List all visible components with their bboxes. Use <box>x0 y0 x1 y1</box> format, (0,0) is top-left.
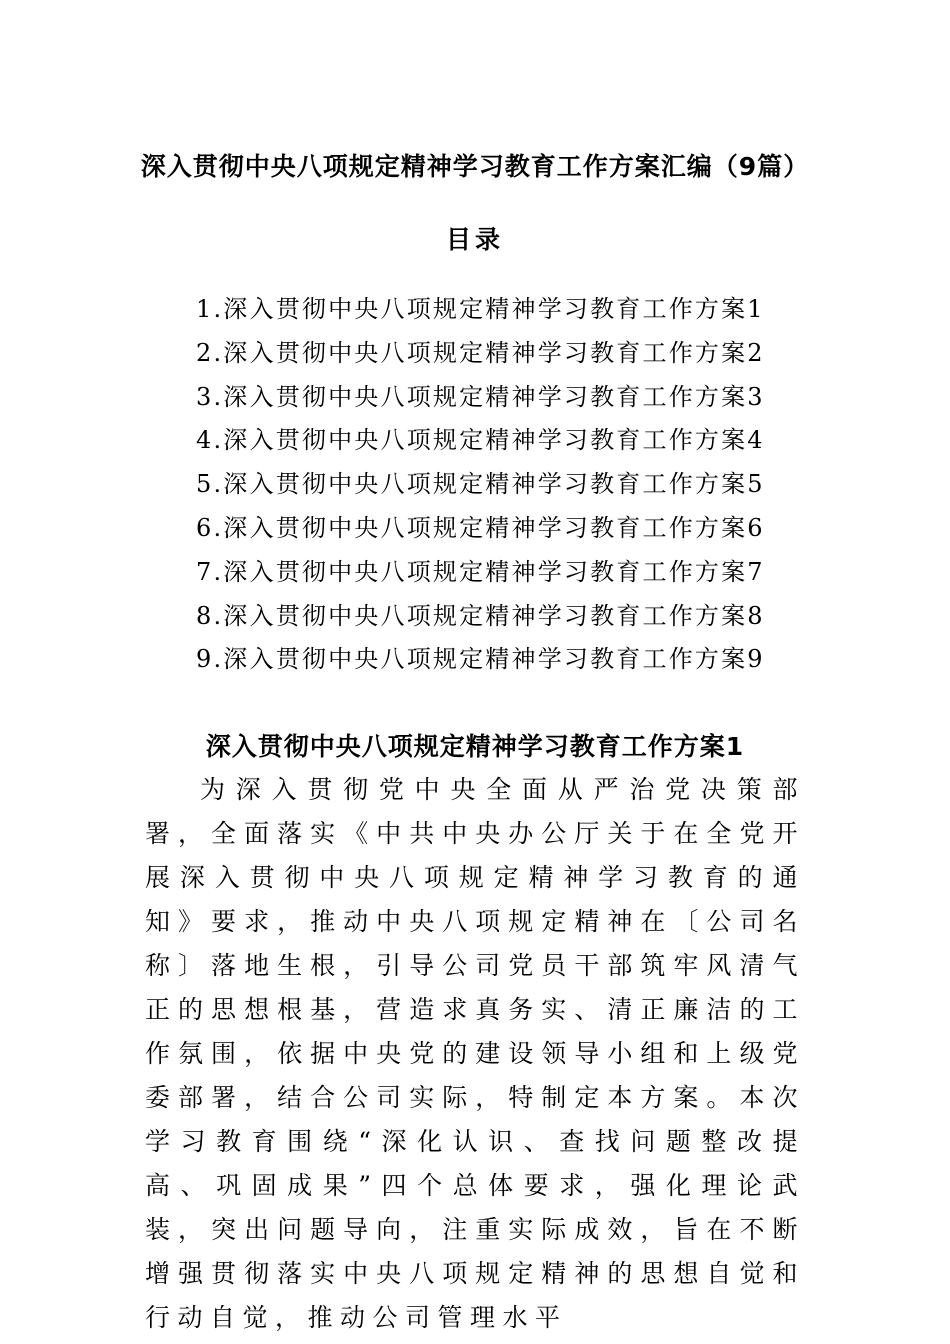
toc-item-2[interactable]: 2.深入贯彻中央八项规定精神学习教育工作方案2 <box>196 338 765 367</box>
table-of-contents <box>196 288 796 682</box>
toc-item-4[interactable]: 4.深入贯彻中央八项规定精神学习教育工作方案4 <box>196 426 765 455</box>
toc-item-5[interactable]: 5.深入贯彻中央八项规定精神学习教育工作方案5 <box>196 470 765 499</box>
toc-item-7[interactable]: 7.深入贯彻中央八项规定精神学习教育工作方案7 <box>196 557 765 586</box>
document-title: 深入贯彻中央八项规定精神学习教育工作方案汇编（9篇） <box>140 152 810 181</box>
toc-heading: 目录 <box>445 225 504 254</box>
toc-item-1[interactable]: 1.深入贯彻中央八项规定精神学习教育工作方案1 <box>196 295 765 323</box>
toc-item-8[interactable]: 8.深入贯彻中央八项规定精神学习教育工作方案8 <box>196 601 765 630</box>
toc-item-3[interactable]: 3.深入贯彻中央八项规定精神学习教育工作方案3 <box>196 382 765 411</box>
toc-item-9[interactable]: 9.深入贯彻中央八项规定精神学习教育工作方案9 <box>196 645 765 674</box>
toc-item-6[interactable]: 6.深入贯彻中央八项规定精神学习教育工作方案6 <box>196 513 765 542</box>
section-heading: 深入贯彻中央八项规定精神学习教育工作方案1 <box>205 732 745 761</box>
body-paragraph: 为深入贯彻党中央全面从严治党决策部署，全面落实《中共中央办公厅关于在全党开展深入贯彻中央八项规定精神学习教育的通知》要求，推动中央八项规定精神在〔公司名称〕落地生根，引导公司党员干部筑牢风清气正的思想根基，营造求真务实、清正廉洁的工作氛围，依据中央党的建设领导小组和上级党委部署，结合公司实际，特制定本方案。本次学习教育围绕“深化认识、查找问题整改提高、巩固成果”四个总体要求，强化理论武装，突出问题导向，注重实际成效，旨在不断增强贯彻落实中央八项规定精神的思想自觉和行动自觉，推动公司管理水平 <box>145 775 805 1332</box>
